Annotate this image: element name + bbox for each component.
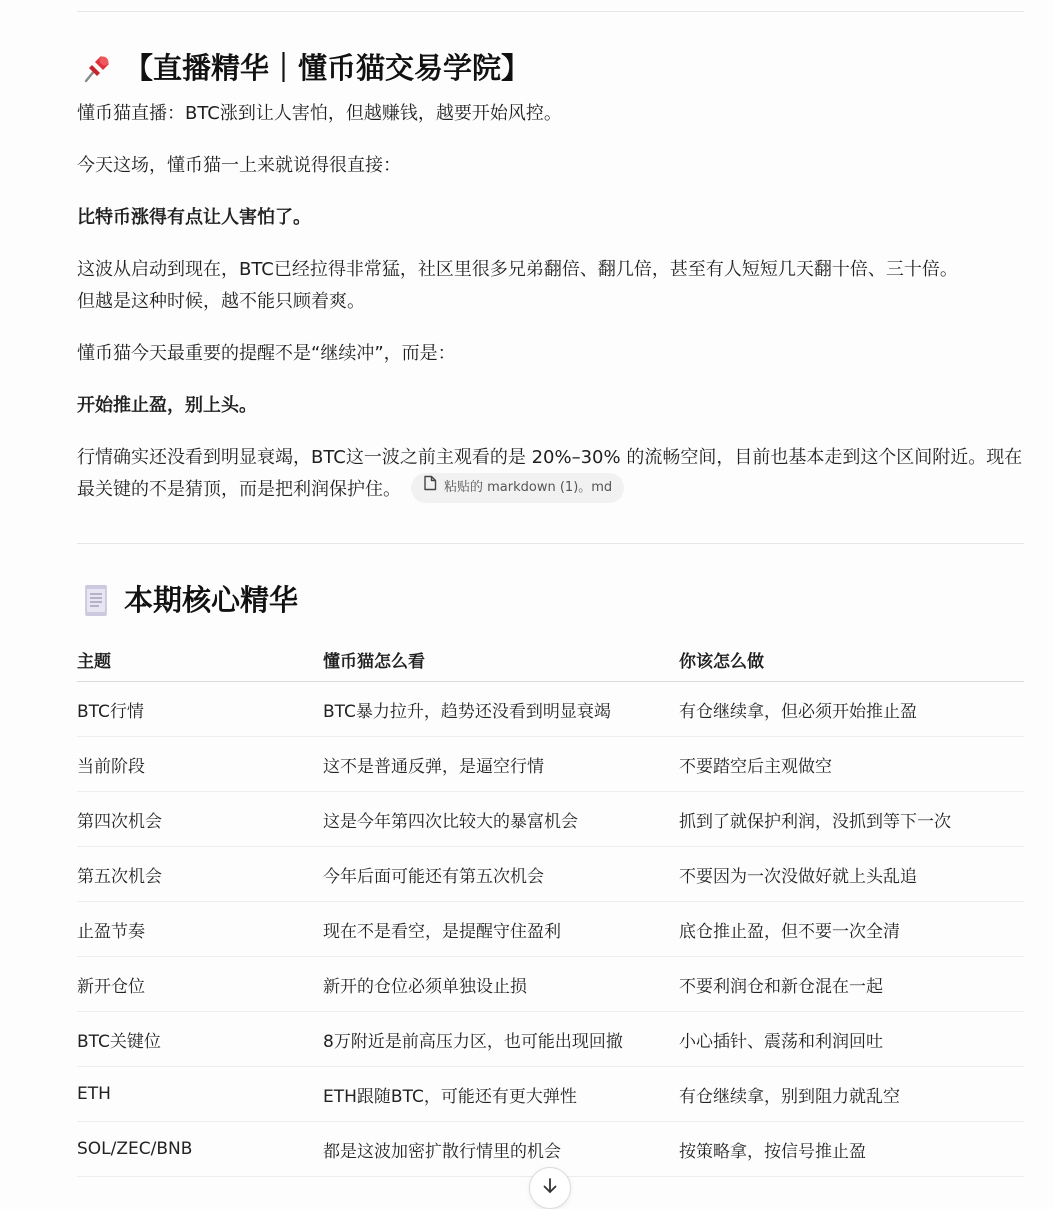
section-heading-live-highlights [80,48,1024,88]
table-cell: 这是今年第四次比较大的暴富机会 [323,792,679,847]
table-cell: 不要踏空后主观做空 [679,737,1024,792]
table-header-row [77,638,1024,682]
table-cell: 有仓继续拿，别到阻力就乱空 [679,1067,1024,1122]
paragraph-text: 行情确实还没看到明显衰竭，BTC这一波之前主观看的是 20%–30% 的流畅空间，目前也基本走到这个区间附近。现在最关键的不是猜顶，而是把利润保护住。 [77,447,1023,500]
table-cell: 底仓推止盈，但不要一次全清 [679,902,1024,957]
column-header-topic: 主题 [77,638,323,682]
table-row [77,902,1024,957]
divider [77,11,1024,12]
column-header-view: 懂币猫怎么看 [323,638,679,682]
column-header-action: 你该怎么做 [679,638,1024,682]
table-row [77,737,1024,792]
bold-paragraph: 比特币涨得有点让人害怕了。 [77,207,311,228]
table-row [77,847,1024,902]
section-heading-core-highlights [80,580,1024,620]
table-cell: 当前阶段 [77,737,323,792]
table-cell: ETH跟随BTC，可能还有更大弹性 [323,1067,679,1122]
section-title: 【直播精华｜懂币猫交易学院】 [124,51,531,85]
scroll-to-bottom-button[interactable] [529,1167,571,1209]
table-cell: ETH [77,1067,323,1122]
table-cell: BTC行情 [77,682,323,737]
intro-paragraph: 懂币猫直播：BTC涨到让人害怕，但越赚钱，越要开始风控。 [77,103,562,124]
paragraph: 懂币猫今天最重要的提醒不是“继续冲”，而是： [77,343,456,364]
table-cell: 小心插针、震荡和利润回吐 [679,1012,1024,1067]
table-cell: 有仓继续拿，但必须开始推止盈 [679,682,1024,737]
paragraph-line: 但越是这种时候，越不能只顾着爽。 [77,291,365,312]
document-icon [423,472,444,504]
table-row [77,792,1024,847]
message-content [77,0,1024,1177]
table-cell: 都是这波加密扩散行情里的机会 [323,1122,679,1177]
bold-paragraph: 开始推止盈，别上头。 [77,395,257,416]
table-cell: 不要因为一次没做好就上头乱追 [679,847,1024,902]
attachment-chip[interactable] [411,473,624,503]
table-cell: BTC暴力拉升，趋势还没看到明显衰竭 [323,682,679,737]
paragraph-line: 这波从启动到现在，BTC已经拉得非常猛，社区里很多兄弟翻倍、翻几倍，甚至有人短短几天翻十倍、三十倍。 [77,259,958,280]
table-cell: 抓到了就保护利润，没抓到等下一次 [679,792,1024,847]
table-cell: 止盈节奏 [77,902,323,957]
table-cell: BTC关键位 [77,1012,323,1067]
table-cell: SOL/ZEC/BNB [77,1122,323,1177]
table-cell: 今年后面可能还有第五次机会 [323,847,679,902]
table-cell: 这不是普通反弹，是逼空行情 [323,737,679,792]
table-cell: 按策略拿，按信号推止盈 [679,1122,1024,1177]
core-highlights-table [77,638,1024,1177]
attachment-label: 粘贴的 markdown (1)。md [444,480,613,495]
paragraph-with-attachment [77,442,1024,506]
paragraph: 今天这场，懂币猫一上来就说得很直接： [77,155,401,176]
paragraph [77,254,1024,318]
table-cell: 8万附近是前高压力区，也可能出现回撤 [323,1012,679,1067]
table-row [77,957,1024,1012]
arrow-down-icon [541,1177,559,1199]
table-cell: 现在不是看空，是提醒守住盈利 [323,902,679,957]
table-cell: 第四次机会 [77,792,323,847]
table-cell: 新开的仓位必须单独设止损 [323,957,679,1012]
section-title: 本期核心精华 [124,583,299,617]
table-cell: 新开仓位 [77,957,323,1012]
table-row [77,682,1024,737]
scroll-icon [80,583,114,617]
table-cell: 不要利润仓和新仓混在一起 [679,957,1024,1012]
table-row [77,1012,1024,1067]
pushpin-icon [80,51,114,85]
table-row [77,1067,1024,1122]
divider [77,543,1024,544]
table-cell: 第五次机会 [77,847,323,902]
